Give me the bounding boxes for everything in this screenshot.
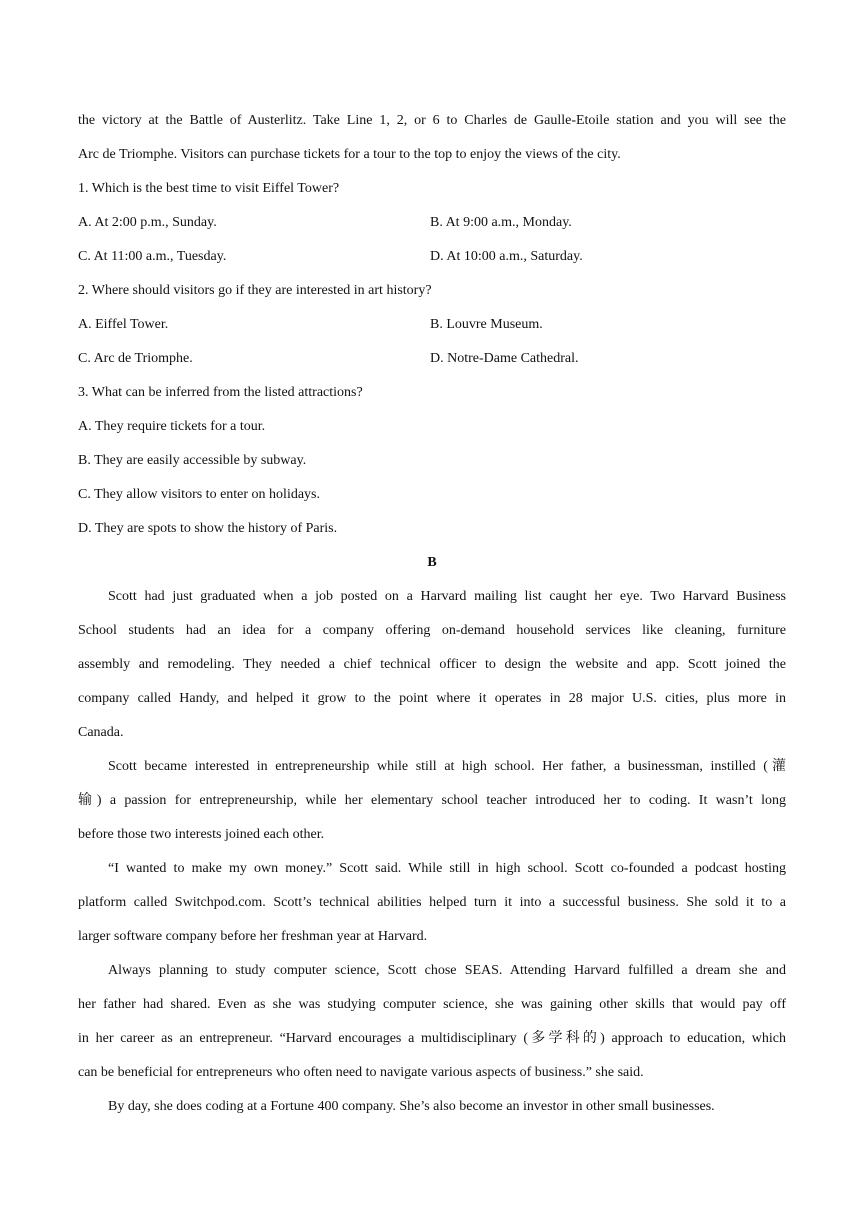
passage-b-line: can be beneficial for entrepreneurs who often need to navigate various aspects of business.” she said. — [78, 1065, 644, 1080]
document-page — [78, 104, 786, 1124]
option-row — [78, 342, 786, 376]
option-a: A. They require tickets for a tour. — [78, 419, 266, 434]
option-d: D. They are spots to show the history of Paris. — [78, 521, 338, 536]
option-row — [78, 308, 786, 342]
question-stem: 2. Where should visitors go if they are interested in art history? — [78, 283, 432, 298]
option-d: D. At 10:00 a.m., Saturday. — [430, 249, 583, 264]
section-title: B — [427, 555, 437, 570]
passage-b-line: Canada. — [78, 725, 124, 740]
passage-a-line: Arc de Triomphe. Visitors can purchase tickets for a tour to the top to enjoy the views of the city. — [78, 147, 621, 162]
option-d: D. Notre-Dame Cathedral. — [430, 351, 579, 366]
passage-b-line: larger software company before her freshman year at Harvard. — [78, 929, 428, 944]
option-b: B. Louvre Museum. — [430, 317, 543, 332]
option-b: B. At 9:00 a.m., Monday. — [430, 215, 572, 230]
passage-b-line: By day, she does coding at a Fortune 400 company. She’s also become an investor in other small businesses. — [108, 1099, 715, 1114]
option-c: C. Arc de Triomphe. — [78, 351, 193, 366]
passage-b-line: her father had shared. Even as she was studying computer science, she was gaining other skills that would pay off — [78, 997, 786, 1012]
option-row — [78, 206, 786, 240]
passage-b-line: School students had an idea for a company offering on-demand household services like cleaning, furniture — [78, 623, 786, 638]
passage-a-line: the victory at the Battle of Austerlitz. Take Line 1, 2, or 6 to Charles de Gaulle-Etoile station and you will see the — [78, 113, 786, 128]
passage-b-line: Scott became interested in entrepreneurship while still at high school. Her father, a businessman, instilled (灌 — [108, 759, 786, 774]
question-stem: 3. What can be inferred from the listed attractions? — [78, 385, 363, 400]
passage-b-line: before those two interests joined each other. — [78, 827, 325, 842]
passage-b-line: assembly and remodeling. They needed a chief technical officer to design the website and app. Scott joined the — [78, 657, 786, 672]
passage-b-line: company called Handy, and helped it grow to the point where it operates in 28 major U.S. cities, plus more in — [78, 691, 786, 706]
passage-b-line: 输) a passion for entrepreneurship, while her elementary school teacher introduced her to coding. It wasn’t long — [78, 793, 786, 808]
option-b: B. They are easily accessible by subway. — [78, 453, 307, 468]
option-c: C. At 11:00 a.m., Tuesday. — [78, 249, 227, 264]
passage-b-line: platform called Switchpod.com. Scott’s technical abilities helped turn it into a successful business. She sold it to a — [78, 895, 786, 910]
passage-b-line: Scott had just graduated when a job posted on a Harvard mailing list caught her eye. Two Harvard Business — [108, 589, 786, 604]
option-row — [78, 240, 786, 274]
option-a: A. At 2:00 p.m., Sunday. — [78, 215, 217, 230]
question-stem: 1. Which is the best time to visit Eiffel Tower? — [78, 181, 340, 196]
passage-b-line: Always planning to study computer science, Scott chose SEAS. Attending Harvard fulfilled a dream she and — [108, 963, 786, 978]
option-a: A. Eiffel Tower. — [78, 317, 169, 332]
passage-b-line: in her career as an entrepreneur. “Harvard encourages a multidisciplinary (多学科的) approach to education, which — [78, 1031, 786, 1046]
passage-b-line: “I wanted to make my own money.” Scott said. While still in high school. Scott co-founded a podcast hosting — [108, 861, 786, 876]
option-c: C. They allow visitors to enter on holidays. — [78, 487, 320, 502]
